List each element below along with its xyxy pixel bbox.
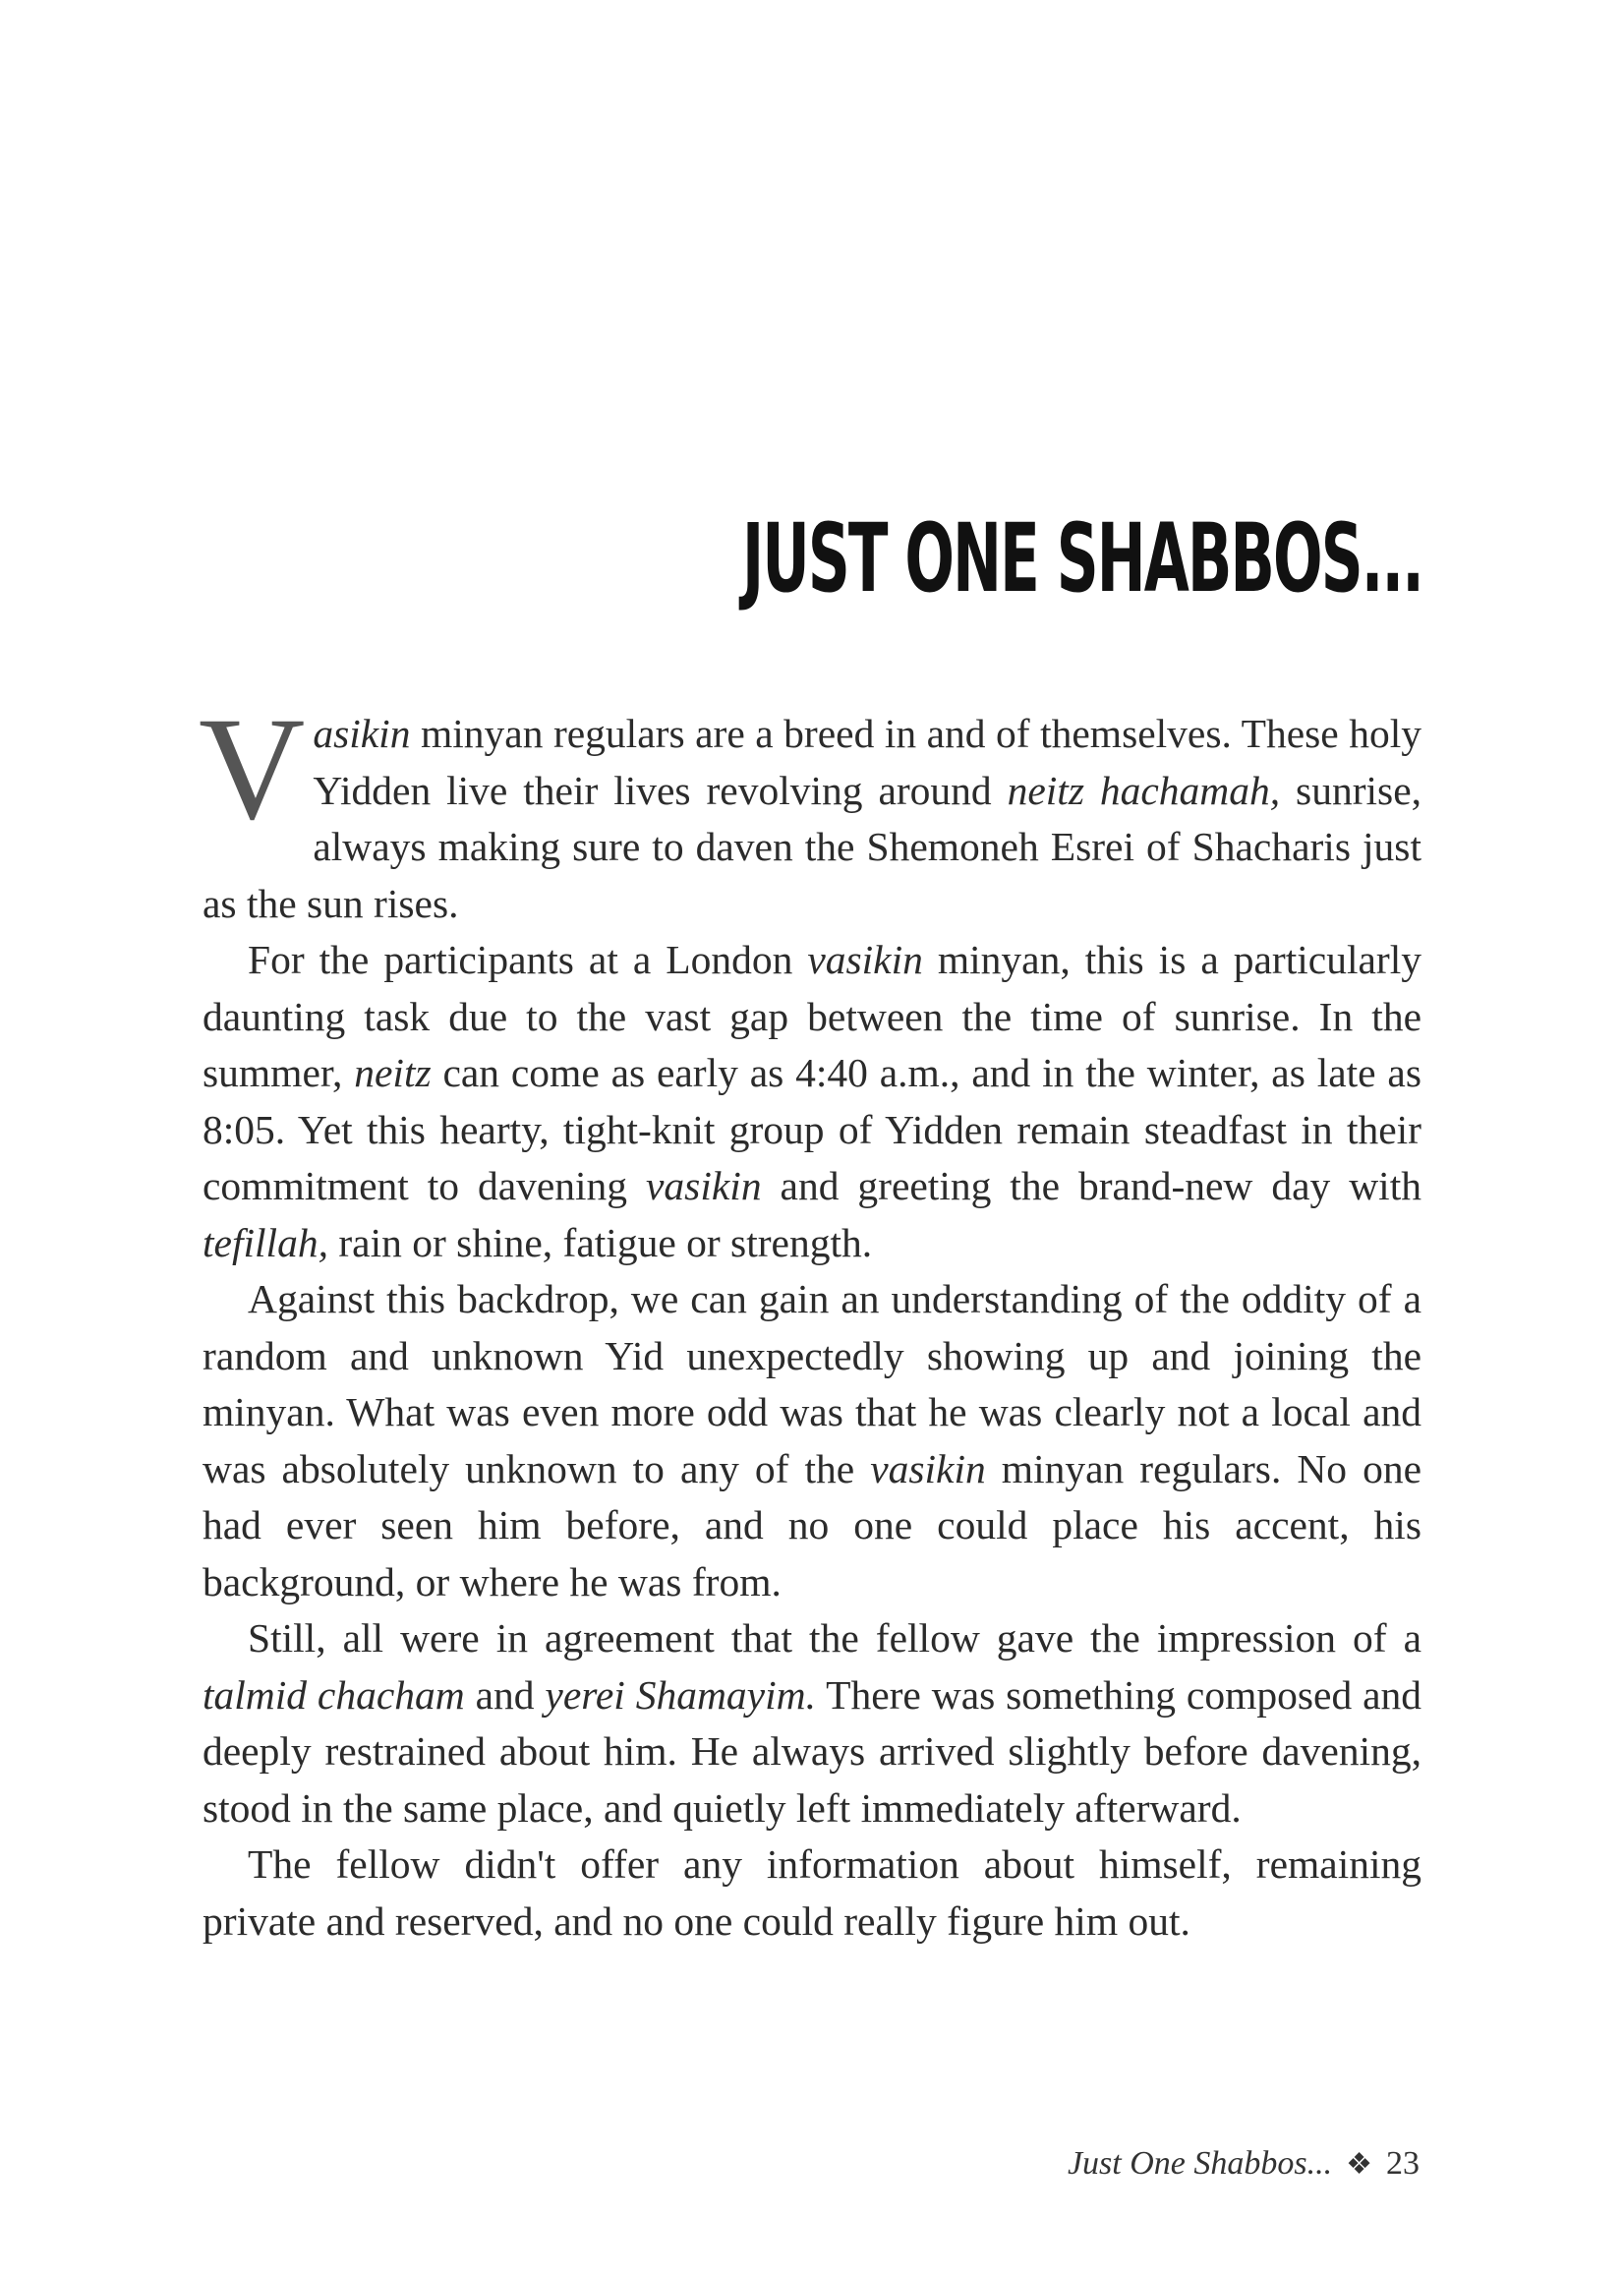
italic-term: vasikin [646, 1163, 762, 1208]
page-number: 23 [1386, 2145, 1420, 2182]
running-footer [1068, 2145, 1420, 2183]
paragraph-text: sunrise, always making sure to daven the Shemoneh Esrei of Shacharis just as the sun rises. [203, 767, 1422, 926]
paragraph-text: and greeting the brand-new day with [761, 1163, 1421, 1208]
paragraph-text: rain or shine, fatigue or strength. [327, 1219, 873, 1265]
paragraph-text: can come as early as 4:40 a.m., and in the winter, as late as 8:05. Yet this hearty, tight-knit group of Yidden remain steadfast in their commitment to davening [203, 1050, 1421, 1208]
italic-term: asikin [313, 711, 411, 756]
italic-term: talmid chacham [203, 1671, 465, 1718]
paragraph-text: For the participants at a London [248, 937, 808, 982]
running-title: Just One Shabbos... [1067, 2145, 1333, 2182]
body-text [199, 687, 1422, 1950]
paragraph-text: and [464, 1671, 546, 1718]
paragraph-2 [203, 932, 1421, 1271]
italic-term: tefillah, [203, 1219, 328, 1265]
paragraph-text: minyan regulars. No one had ever seen him before, and no one could place his accent, his background, or where he was from. [203, 1445, 1421, 1604]
paragraph-5 [203, 1837, 1421, 1950]
paragraph-text: minyan regulars are a breed in and of themselves. These holy Yidden live their lives revolving around [313, 711, 1421, 813]
paragraph-text: There was something composed and deeply restrained about him. He always arrived slightly before davening, stood in the same place, and quietly left immediately afterward. [203, 1671, 1421, 1831]
paragraph-1 [199, 687, 1422, 932]
chapter-title: JUST ONE SHABBOS... [742, 503, 1422, 613]
italic-term: yerei Shamayim. [545, 1671, 816, 1718]
paragraph-4 [203, 1610, 1421, 1837]
italic-term: neitz [354, 1050, 432, 1095]
italic-term: vasikin [870, 1445, 986, 1491]
drop-cap: V [199, 687, 306, 850]
paragraph-text: Still, all were in agreement that the fellow gave the impression of a [248, 1615, 1421, 1661]
paragraph-text: minyan, this is a particularly daunting task due to the vast gap between the time of sunrise. In the summer, [203, 937, 1421, 1095]
paragraph-text: Against this backdrop, we can gain an understanding of the oddity of a random and unknown Yid unexpectedly showing up and joining the minyan. What was even more odd was that he was clearly not a local and was absolutely unknown to any of the [203, 1276, 1421, 1491]
italic-term: vasikin [807, 937, 923, 982]
italic-term: neitz hachamah, [1007, 767, 1281, 813]
paragraph-3 [203, 1271, 1421, 1610]
paragraph-text: The fellow didn't offer any information about himself, remaining private and reserved, and no one could really figure him out. [203, 1841, 1421, 1944]
ornament-icon: ❖ [1346, 2148, 1372, 2181]
